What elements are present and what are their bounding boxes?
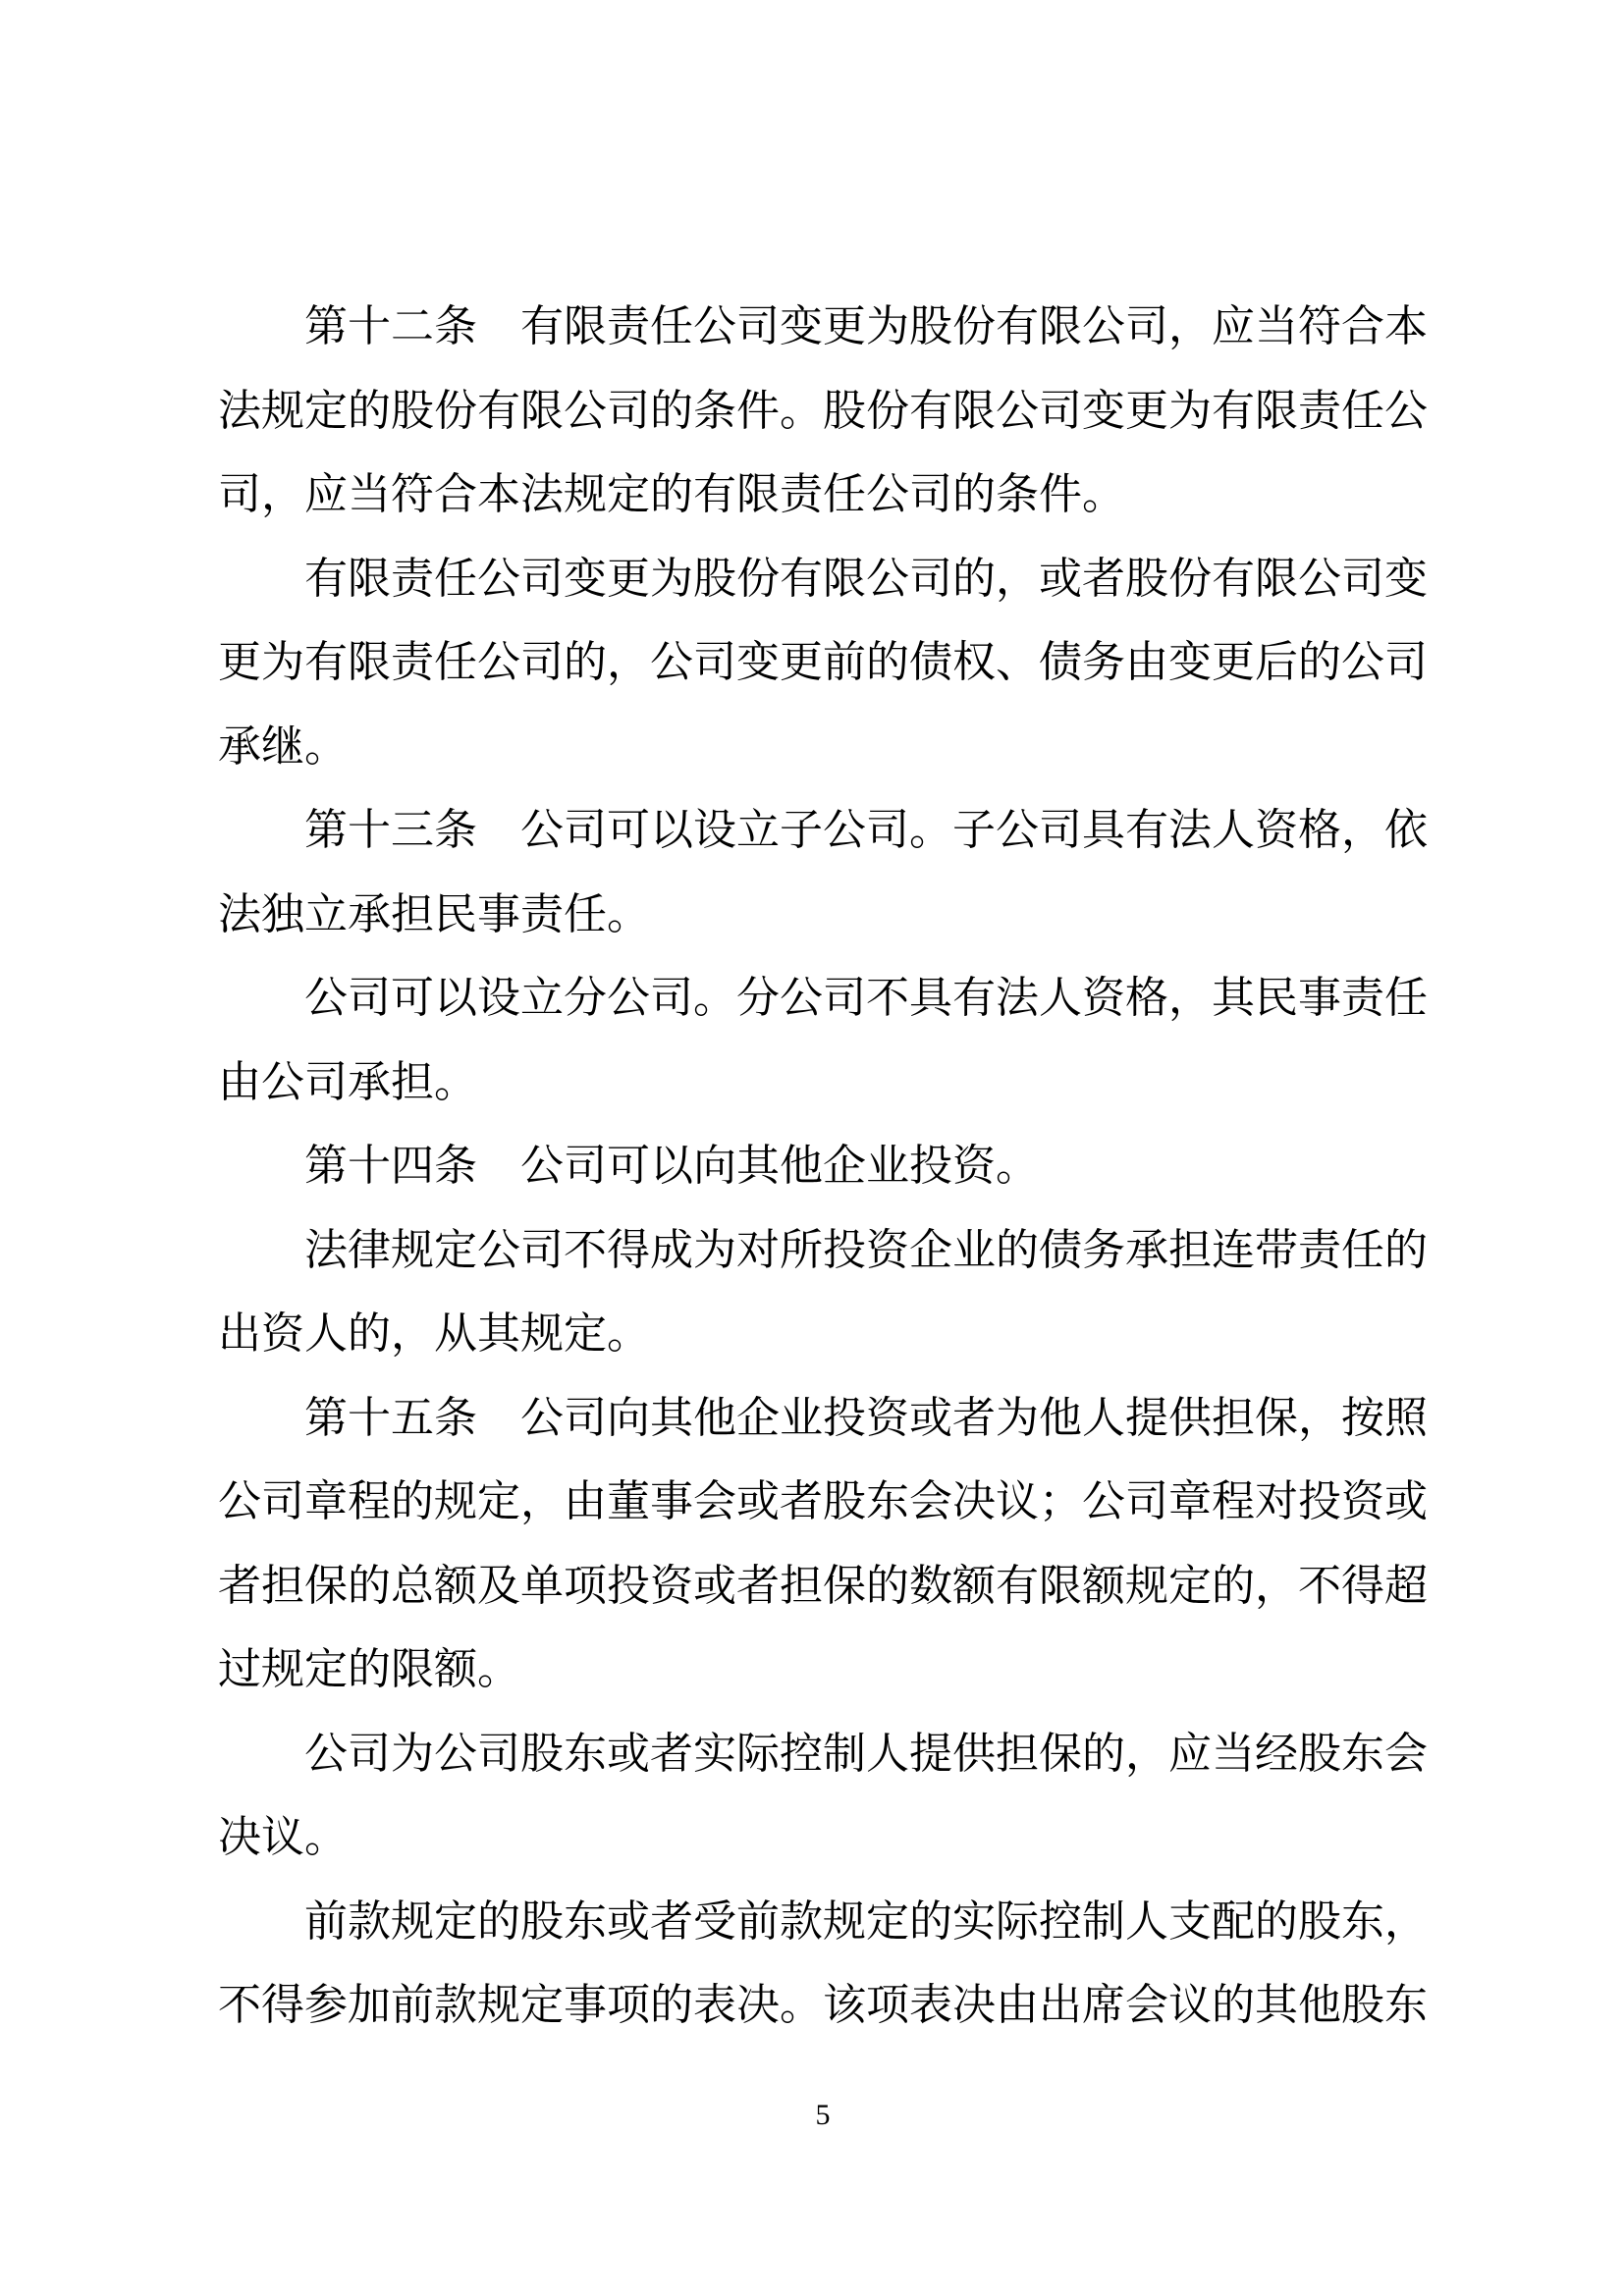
- para-article-14-1: 第十四条 公司可以向其他企业投资。: [304, 1142, 1039, 1190]
- page-footer: [218, 2101, 1428, 2130]
- para-article-15-3: 前款规定的股东或者受前款规定的实际控制人支配的股东，不得参加前款规定事项的表决。该项表决由出席会议的其他股东: [218, 1896, 1428, 2029]
- page-number: 5: [815, 2099, 831, 2131]
- para-article-14-2: 法律规定公司不得成为对所投资企业的债务承担连带责任的出资人的，从其规定。: [218, 1225, 1428, 1358]
- para-article-15-2: 公司为公司股东或者实际控制人提供担保的，应当经股东会决议。: [218, 1729, 1428, 1861]
- para-article-12-1: 第十二条 有限责任公司变更为股份有限公司，应当符合本法规定的股份有限公司的条件。股份有限公司变更为有限责任公司，应当符合本法规定的有限责任公司的条件。: [218, 302, 1428, 518]
- para-article-15-1: 第十五条 公司向其他企业投资或者为他人提供担保，按照公司章程的规定，由董事会或者股东会决议；公司章程对投资或者担保的总额及单项投资或者担保的数额有限额规定的，不得超过规定的限额。: [218, 1393, 1428, 1693]
- para-article-13-2: 公司可以设立分公司。分公司不具有法人资格，其民事责任由公司承担。: [218, 974, 1428, 1106]
- document-body: [218, 285, 1428, 2048]
- para-article-13-1: 第十三条 公司可以设立子公司。子公司具有法人资格，依法独立承担民事责任。: [218, 806, 1428, 938]
- para-article-12-2: 有限责任公司变更为股份有限公司的，或者股份有限公司变更为有限责任公司的，公司变更前的债权、债务由变更后的公司承继。: [218, 554, 1428, 771]
